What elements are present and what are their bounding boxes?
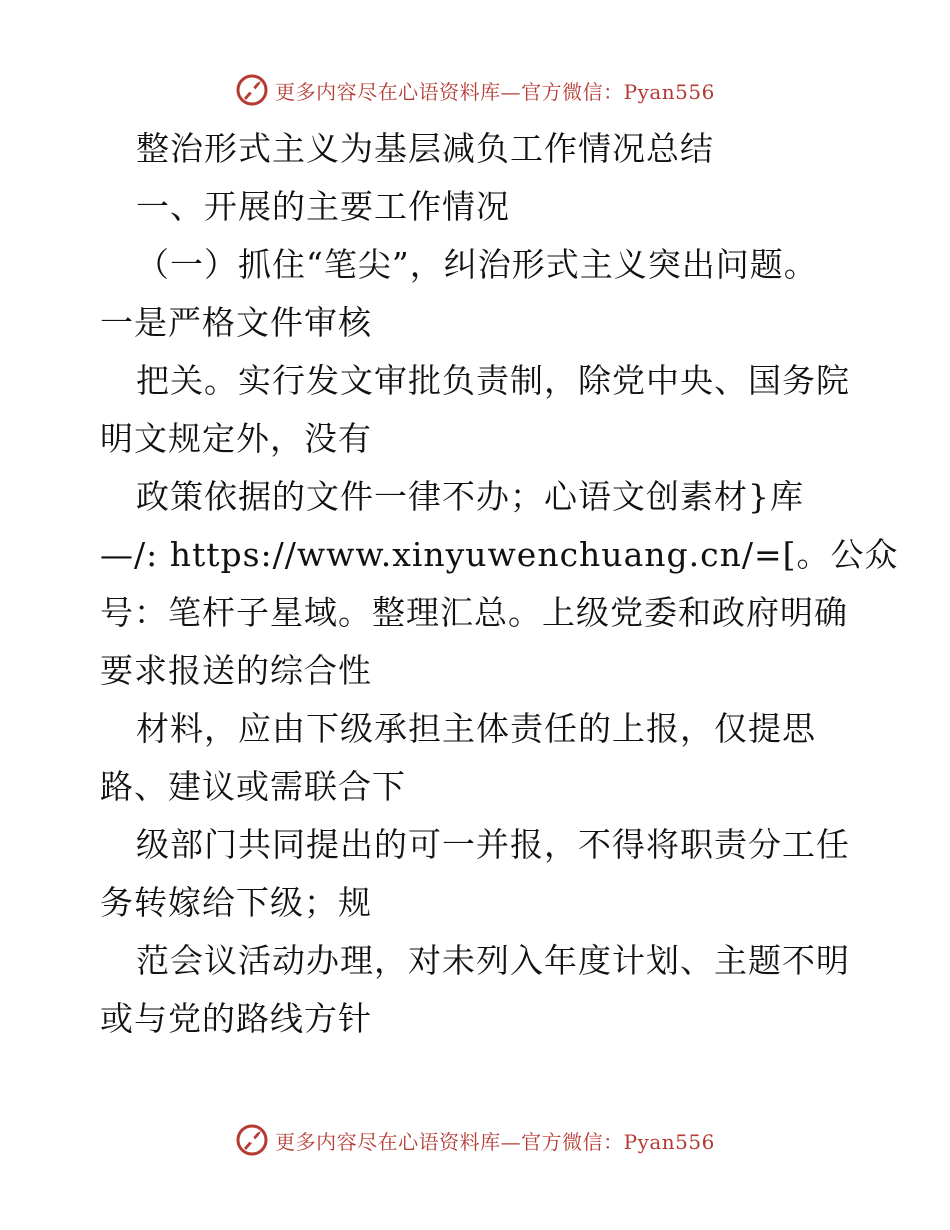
paragraph-line: 范会议活动办理，对未列入年度计划、主题不明 [136,941,850,980]
quill-logo-icon [235,1123,269,1157]
paragraph-line: 明文规定外，没有 [100,419,372,458]
paragraph-line: 一是严格文件审核 [100,303,372,342]
footer-banner [0,1120,950,1160]
quill-logo-icon [235,73,269,107]
section-heading: 一、开展的主要工作情况 [136,187,510,226]
document-title: 整治形式主义为基层减负工作情况总结 [136,129,714,168]
paragraph-line: 级部门共同提出的可一并报，不得将职责分工任 [136,825,850,864]
paragraph-line: —/: https://www.xinyuwenchuang.cn/=[。公众 [100,535,899,574]
paragraph-line: （一）抓住“笔尖”，纠治形式主义突出问题。 [136,245,818,284]
paragraph-line: 要求报送的综合性 [100,651,372,690]
header-banner-text: 更多内容尽在心语资料库—官方微信：Pyan556 [275,79,715,104]
header-banner [0,70,950,110]
paragraph-line: 或与党的路线方针 [100,999,372,1038]
paragraph-line: 路、建议或需联合下 [100,767,406,806]
footer-banner-text: 更多内容尽在心语资料库—官方微信：Pyan556 [275,1129,715,1154]
paragraph-line: 把关。实行发文审批负责制，除党中央、国务院 [136,361,850,400]
document-body [100,120,899,1048]
paragraph-line: 材料，应由下级承担主体责任的上报，仅提思 [136,709,816,748]
paragraph-line: 务转嫁给下级；规 [100,883,372,922]
paragraph-line: 号：笔杆子星域。整理汇总。上级党委和政府明确 [100,593,848,632]
paragraph-line: 政策依据的文件一律不办；心语文创素材}库 [136,477,804,516]
